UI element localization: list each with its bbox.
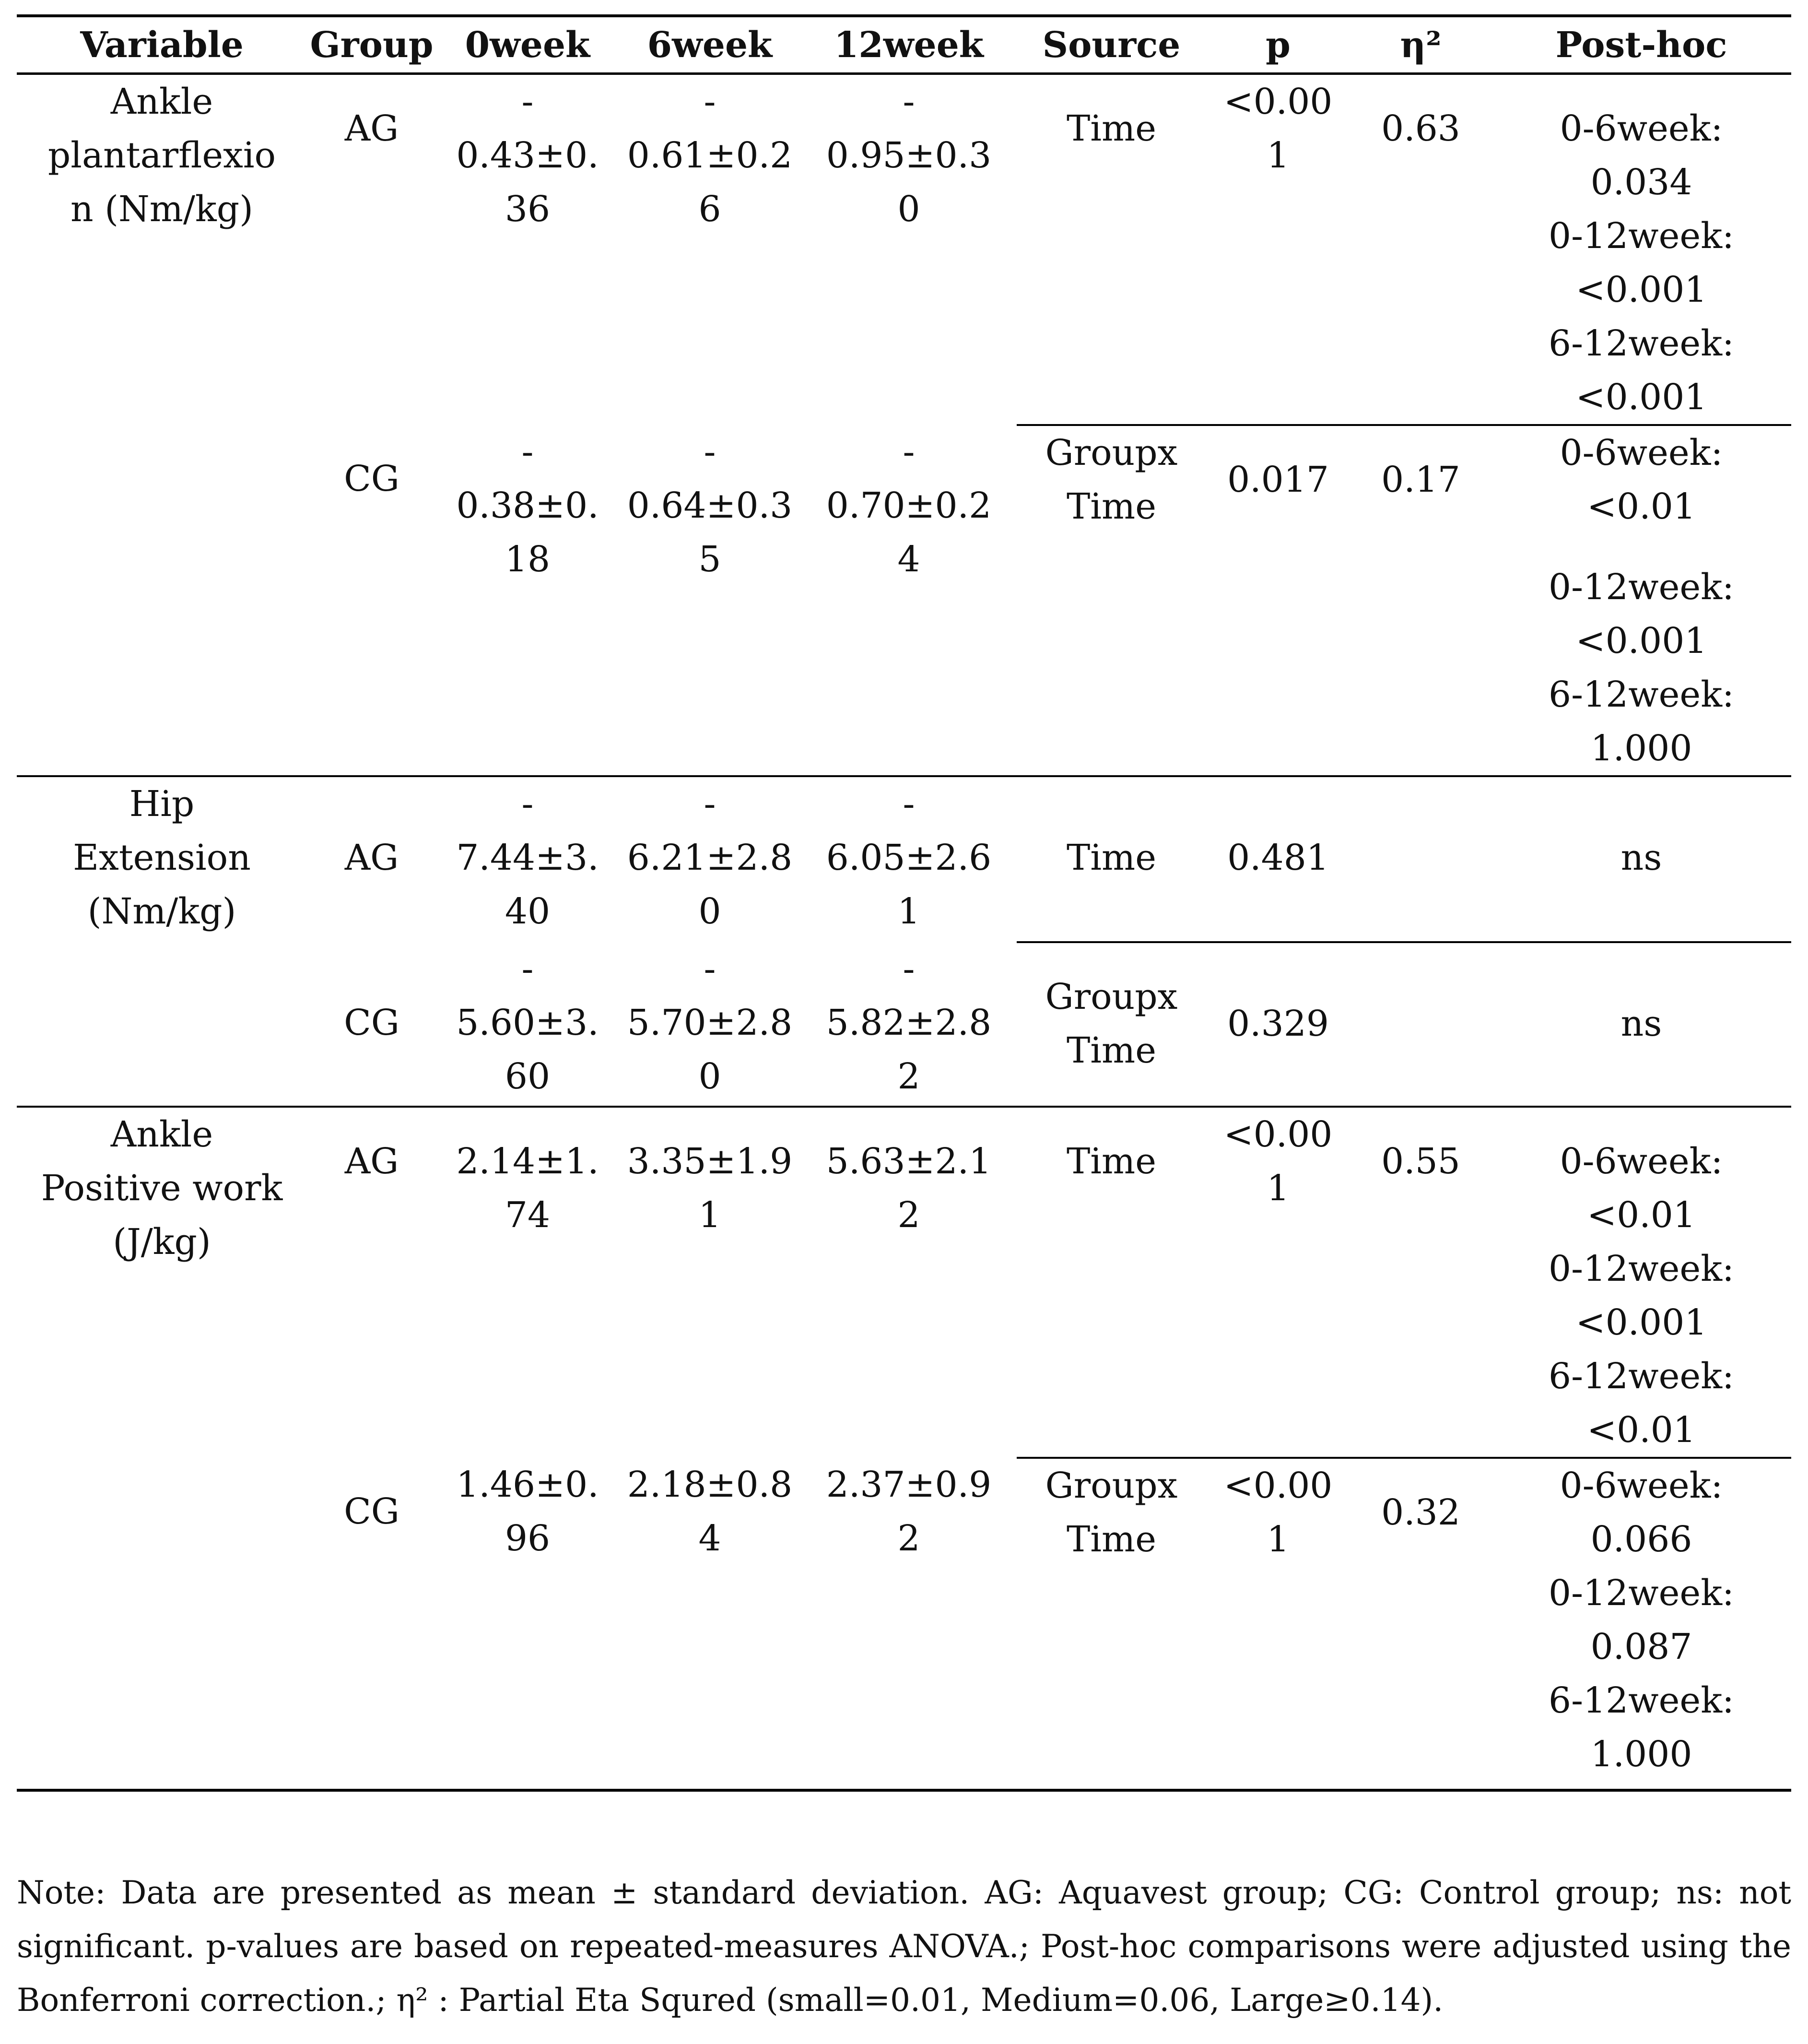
eta-cell: 0.55: [1350, 1107, 1491, 1458]
week12-cell: - 0.70±0.2 4: [826, 431, 992, 580]
header-eta: η²: [1350, 16, 1491, 74]
group-cell: CG: [344, 1002, 399, 1043]
variable-cell: Ankle plantarflexio n (Nm/kg): [47, 81, 276, 230]
group-cell: CG: [344, 458, 399, 499]
week12-cell: 5.63±2.1 2: [801, 1107, 1017, 1458]
week6-cell: 3.35±1.9 1: [619, 1107, 801, 1458]
week0-cell: 2.14±1. 74: [436, 1107, 619, 1458]
p-cell: <0.00 1: [1206, 1458, 1350, 1790]
variable-cell: Ankle Positive work (J/kg): [17, 1107, 307, 1458]
variable-cell: [17, 425, 307, 776]
posthoc-cell: 0-12week: <0.001 6-12week: 1.000: [1549, 567, 1734, 769]
table-note: Note: Data are presented as mean ± standard deviation. AG: Aquavest group; CG: Control group; ns: not significant. p-values are based on repeated-measures ANOVA.; Post-hoc comparisons were adjusted using the Bonferroni correction.; η² : Partial Eta Squred (small=0.01, Medium=0.06, Large≥0.14).: [17, 1874, 1791, 2019]
results-table-container: [17, 14, 1791, 1792]
group-cell: AG: [344, 108, 399, 149]
posthoc-cell: ns: [1491, 942, 1791, 1107]
posthoc-cell: 0-6week: 0.066 0-12week: 0.087 6-12week: 1.000: [1491, 1458, 1791, 1790]
posthoc-cell: 0-6week: 0.034: [1560, 108, 1723, 203]
header-variable: Variable: [17, 16, 307, 74]
week6-cell: - 6.21±2.8 0: [619, 776, 801, 942]
posthoc-cell: 0-12week: <0.001 6-12week: <0.001: [1549, 215, 1734, 418]
variable-cell: [17, 942, 307, 1107]
posthoc-cell: 0-12week: <0.001 6-12week: <0.01: [1549, 1248, 1734, 1451]
header-p: p: [1206, 16, 1350, 74]
week12-cell: 2.37±0.9 2: [801, 1458, 1017, 1790]
week6-cell: - 0.64±0.3 5: [627, 431, 793, 580]
week0-cell: - 0.43±0. 36: [456, 81, 599, 230]
header-source: Source: [1017, 16, 1206, 74]
group-cell: AG: [307, 1107, 436, 1458]
posthoc-cell: 0-6week: <0.01: [1491, 425, 1791, 533]
week12-cell: - 0.95±0.3 0: [826, 81, 992, 230]
week12-cell: - 5.82±2.8 2: [826, 948, 992, 1097]
week0-cell: - 0.38±0. 18: [456, 431, 599, 580]
table-row: [17, 425, 1791, 533]
table-row: [17, 1458, 1791, 1790]
source-cell: Groupx Time: [1017, 425, 1206, 776]
posthoc-cell: 0-6week: <0.01: [1491, 1107, 1791, 1242]
eta-cell: [1350, 942, 1491, 1107]
week6-cell: - 5.70±2.8 0: [627, 948, 793, 1097]
week0-cell: 1.46±0. 96: [436, 1458, 619, 1790]
header-row: [17, 16, 1791, 74]
week6-cell: - 0.61±0.2 6: [627, 81, 793, 230]
p-cell: 0.329: [1206, 942, 1350, 1107]
p-cell: 0.481: [1206, 776, 1350, 942]
week0-cell: - 5.60±3. 60: [456, 948, 599, 1097]
week6-cell: 2.18±0.8 4: [619, 1458, 801, 1790]
eta-cell: 0.32: [1350, 1458, 1491, 1790]
results-table: [17, 14, 1791, 1792]
eta-cell: [1350, 776, 1491, 942]
header-0week: 0week: [436, 16, 619, 74]
posthoc-cell: ns: [1491, 776, 1791, 942]
week12-cell: - 6.05±2.6 1: [801, 776, 1017, 942]
group-cell: CG: [307, 1458, 436, 1790]
group-cell: AG: [307, 776, 436, 942]
header-group: Group: [307, 16, 436, 74]
source-cell: Time: [1017, 1107, 1206, 1458]
source-cell: Groupx Time: [1017, 1458, 1206, 1790]
variable-cell: [17, 1458, 307, 1790]
p-cell: 0.017: [1206, 425, 1350, 776]
source-cell: Groupx Time: [1017, 942, 1206, 1107]
source-cell: Time: [1067, 108, 1156, 149]
eta-cell: 0.17: [1350, 425, 1491, 776]
week0-cell: - 7.44±3. 40: [436, 776, 619, 942]
table-row: [17, 776, 1791, 942]
header-12week: 12week: [801, 16, 1017, 74]
p-cell: <0.00 1: [1206, 1107, 1350, 1458]
table-row: [17, 1107, 1791, 1242]
header-posthoc: Post-hoc: [1491, 16, 1791, 74]
source-cell: Time: [1017, 776, 1206, 942]
eta-cell: 0.63: [1381, 108, 1460, 149]
table-row: [17, 74, 1791, 210]
table-row: [17, 942, 1791, 1107]
header-6week: 6week: [619, 16, 801, 74]
variable-cell: Hip Extension (Nm/kg): [17, 776, 307, 942]
p-cell: <0.00 1: [1223, 81, 1333, 176]
